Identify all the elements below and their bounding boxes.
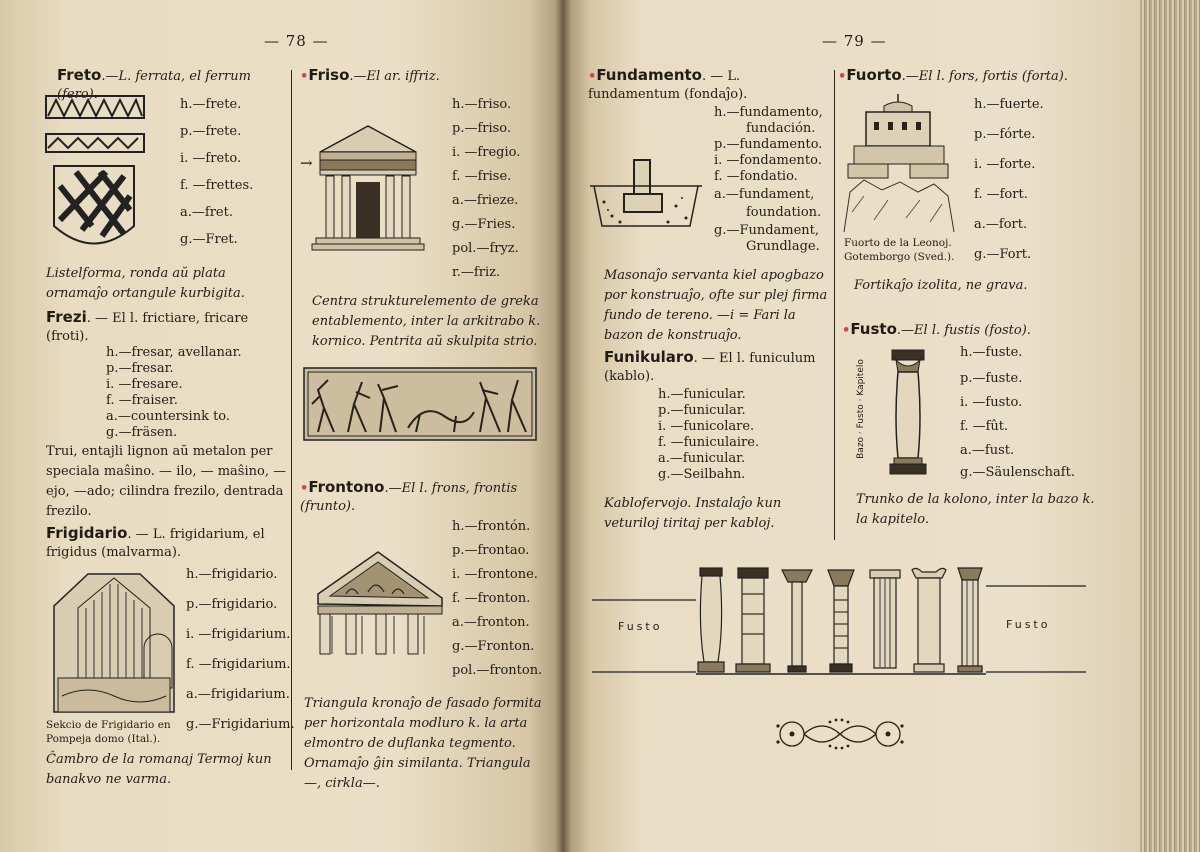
frigidario-illustration: [48, 568, 180, 714]
etym-fundamento: . — L. fundamentum (fondaĵo).: [588, 69, 748, 102]
translation-line: f. —fondatio.: [714, 169, 798, 184]
foundation-illustration: [590, 156, 702, 240]
etym-friso: .—El ar. iffriz.: [349, 69, 440, 84]
caption-frigidario: Sekcio de Frigidario en Pompeja domo (Ital.).: [46, 719, 171, 745]
definition-funikularo: Kablofervojo. Instalaĵo kun veturiloj tiritaj per kabloj.: [604, 496, 782, 531]
pointer-arrow: →: [300, 154, 313, 172]
entry-friso-header: [300, 66, 550, 86]
translation-line: g.—Fries.: [452, 217, 516, 232]
marker-dot: •: [300, 481, 309, 496]
etym-frigidario: . — L. frigidarium, el frigidus (malvarma).: [46, 527, 265, 560]
page-edges: [1140, 0, 1200, 852]
translation-line: h.—fuerte.: [974, 97, 1044, 112]
translation-line: h.—fresar, avellanar.: [106, 345, 242, 360]
translation-line: i. —funicolare.: [658, 419, 755, 434]
etym-funikularo: . — El l. funiculum (kablo).: [604, 351, 816, 384]
translation-line: Grundlage.: [746, 239, 820, 254]
translation-line: g.—Fort.: [974, 247, 1032, 262]
column-figure-label: Bazo · Fusto · Kapitelo: [856, 359, 866, 459]
definition-frezi: Trui, entajli lignon aŭ metalon per speciala maŝino. — ilo, — maŝino, —ejo, —ado; cilindra frezilo, dentrada frezilo.: [46, 444, 287, 519]
translation-line: f. —funiculaire.: [658, 435, 760, 450]
translation-line: p.—fresar.: [106, 361, 174, 376]
etym-fuorto: .—El l. fors, fortis (forta).: [901, 69, 1068, 84]
fortress-illustration: [844, 92, 954, 232]
temple-facade-illustration: [316, 124, 420, 254]
translation-line: pol.—fryz.: [452, 241, 519, 256]
fret-ornament-illustration: [46, 96, 146, 261]
translation-line: f. —fort.: [974, 187, 1028, 202]
marker-dot: •: [588, 69, 597, 84]
definition-freto: Listelforma, ronda aŭ plata ornamaĵo ortangule kurbigita.: [46, 266, 245, 301]
translation-line: g.—Säulenschaft.: [960, 465, 1075, 480]
column-rule: [291, 70, 292, 770]
book-gutter-shadow: [555, 0, 571, 852]
translation-line: h.—fundamento,: [714, 105, 823, 120]
etym-fusto: .—El l. fustis (fosto).: [896, 323, 1031, 338]
headword-fundamento: Fundamento: [596, 66, 702, 84]
translation-line: a.—funicular.: [658, 451, 746, 466]
headword-frigidario: Frigidario: [46, 524, 128, 542]
headword-fusto: Fusto: [850, 320, 897, 338]
translation-line: p.—frete.: [180, 124, 242, 139]
translation-line: a.—fundament,: [714, 187, 815, 202]
translation-line: r.—friz.: [452, 265, 501, 280]
translation-line: f. —fronton.: [452, 591, 531, 606]
decorative-vignette: [770, 716, 910, 752]
entry-frontono-header: [300, 478, 550, 516]
left-page: [0, 0, 562, 852]
right-page: [562, 0, 1140, 852]
translation-line: a.—fort.: [974, 217, 1028, 232]
page-number-left: — 78 —: [264, 32, 329, 50]
definition-fundamento: Masonaĵo servanta kiel apogbazo por konstruaĵo, ofte sur plej firma fundo de tereno. —i = Fari la bazon de konstruaĵo.: [604, 268, 828, 343]
definition-fuorto: Fortikaĵo izolita, ne grava.: [854, 278, 1028, 293]
translation-line: p.—fórte.: [974, 127, 1036, 142]
frieze-relief-illustration: [304, 368, 536, 440]
headword-frontono: Frontono: [308, 478, 385, 496]
translation-line: a.—fret.: [180, 205, 233, 220]
translation-line: f. —frise.: [452, 169, 512, 184]
translation-line: g.—Fundament,: [714, 223, 820, 238]
translation-line: i. —fondamento.: [714, 153, 822, 168]
page-number-right: — 79 —: [822, 32, 887, 50]
translation-line: a.—fronton.: [452, 615, 530, 630]
etym-freto: .—L. ferrata, el ferrum (fero).: [57, 69, 251, 102]
translation-line: f. —fraiser.: [106, 393, 178, 408]
translation-line: i. —forte.: [974, 157, 1036, 172]
translation-line: i. —frontone.: [452, 567, 538, 582]
translation-line: a.—fust.: [960, 443, 1015, 458]
translation-line: a.—countersink to.: [106, 409, 231, 424]
headword-friso: Friso: [308, 66, 350, 84]
translation-line: pol.—fronton.: [452, 663, 543, 678]
translation-line: fundación.: [746, 121, 816, 136]
translation-line: h.—funicular.: [658, 387, 746, 402]
column-label-right: Fusto: [1006, 618, 1051, 631]
translation-line: p.—fuste.: [960, 371, 1023, 386]
entry-frezi-header: [46, 308, 288, 346]
translation-line: g.—Seilbahn.: [658, 467, 746, 482]
entry-fundamento-header: [588, 66, 828, 104]
translation-line: p.—funicular.: [658, 403, 746, 418]
entry-fuorto-header: [838, 66, 1098, 86]
translation-line: g.—Fret.: [180, 232, 238, 247]
translation-line: i. —frigidarium.: [186, 627, 291, 642]
column-rule: [834, 70, 835, 540]
translation-line: g.—fräsen.: [106, 425, 178, 440]
column-label-left: Fusto: [618, 620, 663, 633]
translation-line: p.—friso.: [452, 121, 512, 136]
marker-dot: •: [300, 69, 309, 84]
entry-fusto-header: [842, 320, 1098, 340]
column-illustration: [890, 348, 926, 476]
translation-line: i. —freto.: [180, 151, 242, 166]
etym-frontono: .—El l. frons, frontis (frunto).: [300, 481, 518, 514]
definition-friso: Centra strukturelemento de greka entablemento, inter la arkitrabo k. kornico. Pentrita aŭ skulpita strio.: [312, 294, 541, 349]
translation-line: foundation.: [746, 205, 822, 220]
entry-funikularo-header: [604, 348, 830, 386]
pediment-illustration: [316, 546, 444, 654]
translation-line: i. —fusto.: [960, 395, 1023, 410]
definition-fusto: Trunko de la kolono, inter la bazo k. la kapitelo.: [856, 492, 1095, 527]
translation-line: p.—frigidario.: [186, 597, 278, 612]
translation-line: a.—frigidarium.: [186, 687, 290, 702]
definition-frontono: Triangula kronaĵo de fasado formita per horizontala modluro k. la arta elmontro de duflanka tegmento. Ornamaĵo ĝin similanta. Triangula—, cirkla—.: [304, 696, 542, 791]
translation-line: a.—frieze.: [452, 193, 519, 208]
caption-fuorto: Fuorto de la Leonoj. Gotemborgo (Sved.).: [844, 237, 955, 263]
etym-frezi: . — El l. frictiare, fricare (froti).: [46, 311, 249, 344]
headword-funikularo: Funikularo: [604, 348, 694, 366]
translation-line: g.—Frigidarium.: [186, 717, 295, 732]
translation-line: i. —fregio.: [452, 145, 521, 160]
headword-frezi: Frezi: [46, 308, 87, 326]
translation-line: g.—Fronton.: [452, 639, 535, 654]
translation-line: h.—friso.: [452, 97, 512, 112]
translation-line: p.—fundamento.: [714, 137, 823, 152]
definition-frigidario: Ĉambro de la romanaj Termoj kun banakvo ne varma.: [46, 752, 272, 787]
headword-freto: Freto: [57, 66, 102, 84]
translation-line: h.—frigidario.: [186, 567, 278, 582]
translation-line: i. —fresare.: [106, 377, 183, 392]
entry-frigidario-header: [46, 524, 288, 562]
translation-line: h.—frontón.: [452, 519, 531, 534]
translation-line: f. —fût.: [960, 419, 1009, 434]
marker-dot: •: [838, 69, 847, 84]
translation-line: f. —frettes.: [180, 178, 254, 193]
marker-dot: •: [842, 323, 851, 338]
translation-line: p.—frontao.: [452, 543, 530, 558]
translation-line: f. —frigidarium.: [186, 657, 291, 672]
headword-fuorto: Fuorto: [846, 66, 902, 84]
translation-line: h.—frete.: [180, 97, 242, 112]
translation-line: h.—fuste.: [960, 345, 1023, 360]
